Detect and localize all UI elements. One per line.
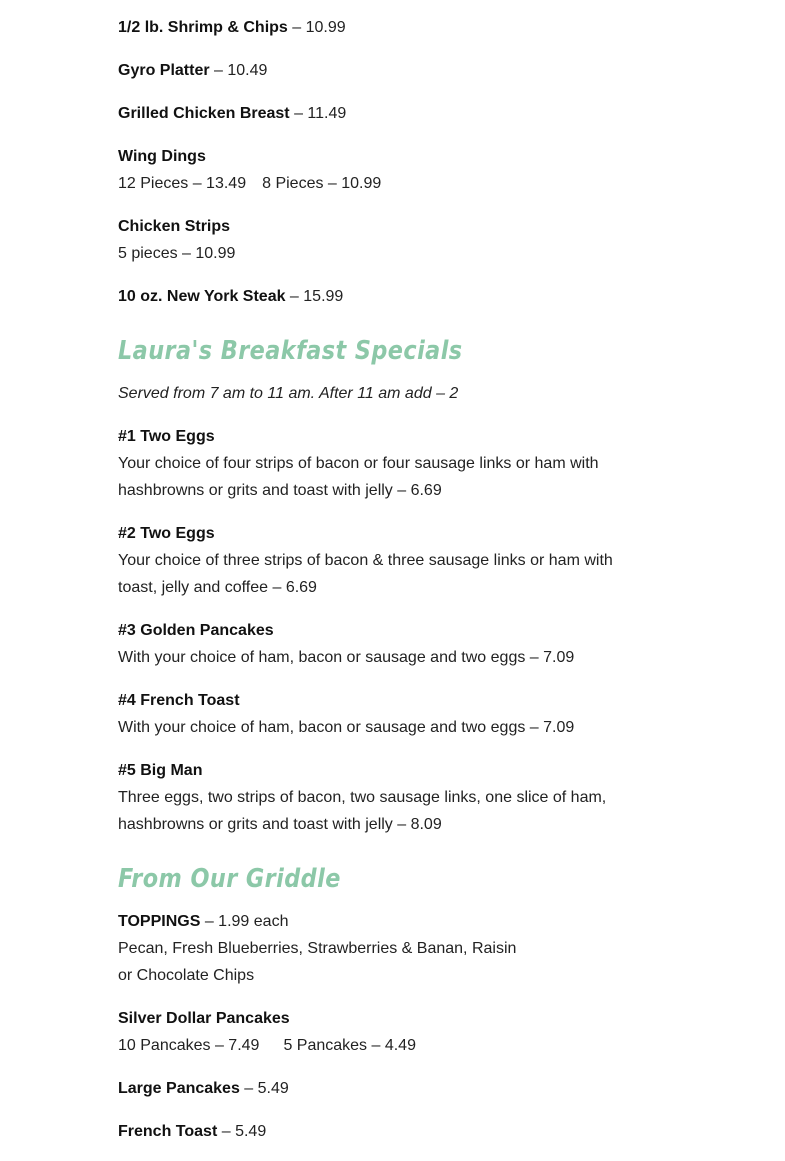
item-name: Wing Dings <box>118 148 206 165</box>
item-price: – 11.49 <box>289 105 347 122</box>
item-description-line: With your choice of ham, bacon or sausage and two eggs – 7.09 <box>118 719 575 736</box>
item-price: – 10.99 <box>287 19 346 36</box>
menu-item-ny-steak <box>118 283 678 310</box>
item-name: #5 Big Man <box>118 762 203 779</box>
menu-item-breakfast-3 <box>118 617 678 671</box>
menu-content <box>118 14 678 1161</box>
menu-item-breakfast-1 <box>118 423 678 504</box>
menu-item-large-pancakes <box>118 1075 678 1102</box>
section-title-breakfast: Laura's Breakfast Specials <box>118 336 463 366</box>
menu-item-breakfast-5 <box>118 757 678 838</box>
menu-item-gyro-platter <box>118 57 678 84</box>
item-description-line: or Chocolate Chips <box>118 967 255 984</box>
item-name: #3 Golden Pancakes <box>118 622 274 639</box>
menu-item-silver-dollar-pancakes <box>118 1005 678 1059</box>
item-name: Chicken Strips <box>118 218 231 235</box>
item-name: #4 French Toast <box>118 692 240 709</box>
item-name: Grilled Chicken Breast <box>118 105 290 122</box>
item-price: – 1.99 each <box>200 913 289 930</box>
menu-item-french-toast <box>118 1118 678 1145</box>
item-name: #2 Two Eggs <box>118 525 215 542</box>
menu-item-breakfast-2 <box>118 520 678 601</box>
item-description: 5 pieces – 10.99 <box>118 245 236 262</box>
item-name: Large Pancakes <box>118 1080 240 1097</box>
menu-item-shrimp-chips <box>118 14 678 41</box>
item-description-line: toast, jelly and coffee – 6.69 <box>118 579 317 596</box>
item-price: – 10.49 <box>209 62 268 79</box>
item-name: #1 Two Eggs <box>118 428 215 445</box>
menu-item-toppings <box>118 908 678 989</box>
item-description-line: hashbrowns or grits and toast with jelly – 8.09 <box>118 816 442 833</box>
item-name: 10 oz. New York Steak <box>118 288 286 305</box>
item-description-line: Your choice of four strips of bacon or four sausage links or ham with <box>118 455 599 472</box>
item-name: Silver Dollar Pancakes <box>118 1010 290 1027</box>
menu-item-chicken-strips <box>118 213 678 267</box>
section-title-griddle: From Our Griddle <box>118 864 341 894</box>
item-options <box>118 1032 678 1059</box>
option-8-pieces: 8 Pieces – 10.99 <box>262 175 382 192</box>
item-description-line: Your choice of three strips of bacon & three sausage links or ham with <box>118 552 613 569</box>
item-name: French Toast <box>118 1123 218 1140</box>
item-name: TOPPINGS <box>118 913 201 930</box>
menu-item-grilled-chicken <box>118 100 678 127</box>
item-description-line: Three eggs, two strips of bacon, two sausage links, one slice of ham, <box>118 789 607 806</box>
item-price: – 15.99 <box>285 288 344 305</box>
option-5-pancakes: 5 Pancakes – 4.49 <box>283 1037 416 1054</box>
item-options <box>118 170 678 197</box>
item-description-line: Pecan, Fresh Blueberries, Strawberries & Banan, Raisin <box>118 940 517 957</box>
item-description-line: hashbrowns or grits and toast with jelly – 6.69 <box>118 482 442 499</box>
item-name: Gyro Platter <box>118 62 210 79</box>
menu-item-breakfast-4 <box>118 687 678 741</box>
option-10-pancakes: 10 Pancakes – 7.49 <box>118 1037 260 1054</box>
item-price: – 5.49 <box>239 1080 289 1097</box>
breakfast-note: Served from 7 am to 11 am. After 11 am add – 2 <box>118 385 459 402</box>
item-price: – 5.49 <box>217 1123 267 1140</box>
item-name: 1/2 lb. Shrimp & Chips <box>118 19 288 36</box>
item-description-line: With your choice of ham, bacon or sausage and two eggs – 7.09 <box>118 649 575 666</box>
menu-item-wing-dings <box>118 143 678 197</box>
option-12-pieces: 12 Pieces – 13.49 <box>118 175 247 192</box>
